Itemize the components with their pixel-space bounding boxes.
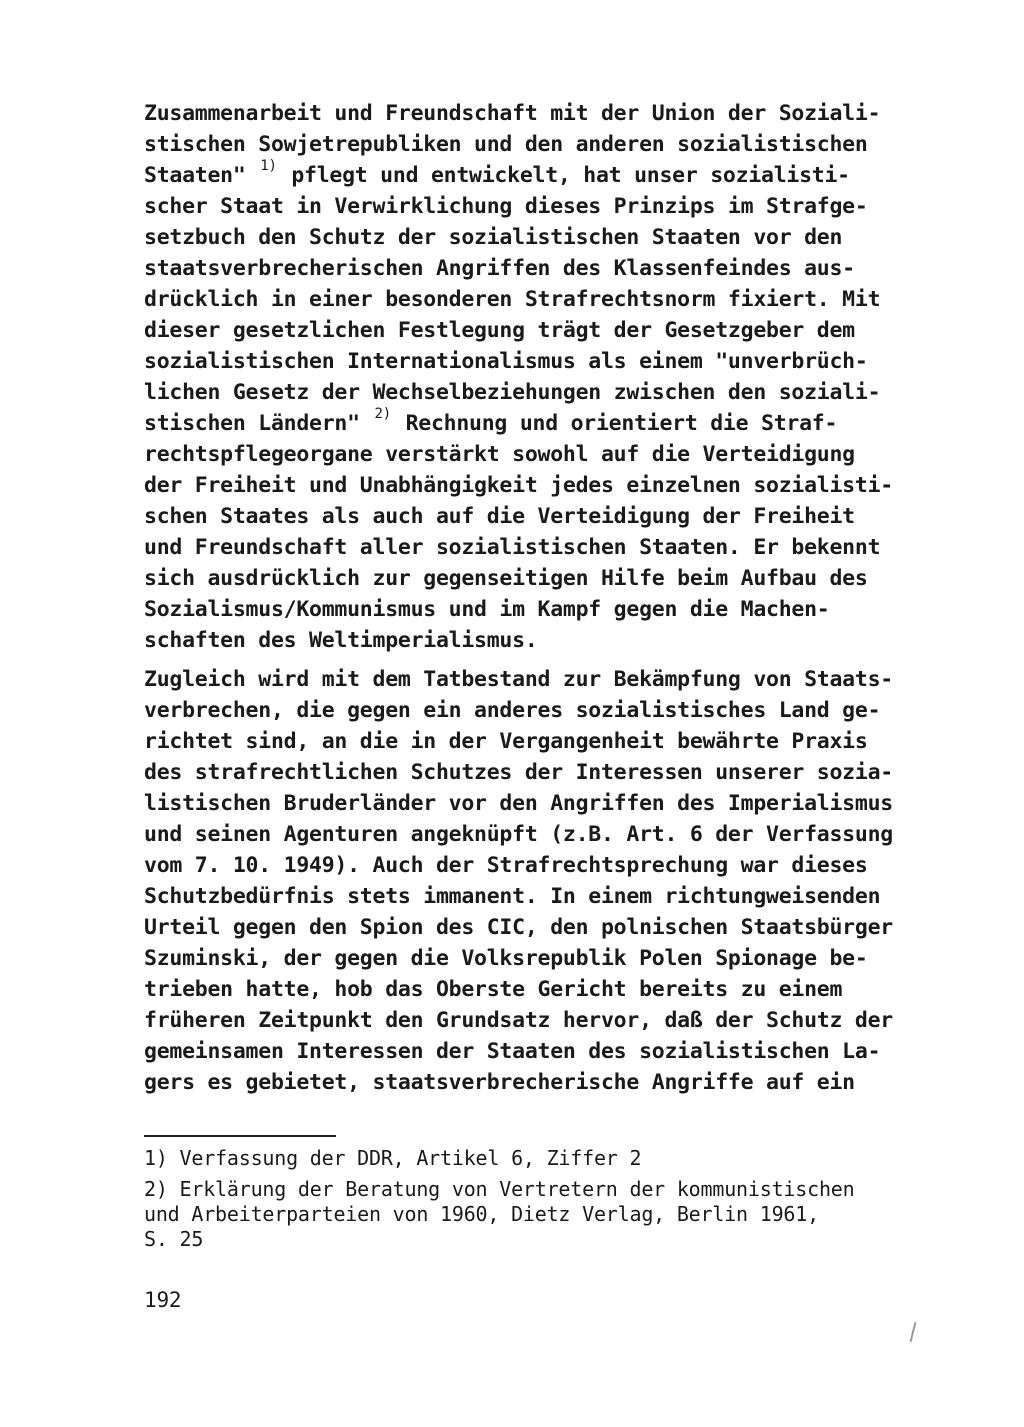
text-line: rechtspflegeorgane verstärkt sowohl auf die Verteidigung <box>144 442 855 467</box>
text-line: staatsverbrecherischen Angriffen des Klassenfeindes aus- <box>144 256 855 281</box>
text-line: stischen Ländern" $^{2)}$ Rechnung und orientiert die Straf- <box>144 406 838 436</box>
footnote-line: 1) Verfassung der DDR, Artikel 6, Ziffer 2 <box>144 1146 642 1170</box>
pencil-mark <box>910 1322 917 1342</box>
text-line: der Freiheit und Unabhängigkeit jedes einzelnen sozialisti- <box>144 473 893 498</box>
footnote-1 <box>144 1146 934 1171</box>
text-line: Szuminski, der gegen die Volksrepublik Polen Spionage be- <box>144 946 868 971</box>
footnote-line: und Arbeiterparteien von 1960, Dietz Verlag, Berlin 1961, <box>144 1202 819 1226</box>
text-line: Staaten" $^{1)}$ pflegt und entwickelt, hat unser sozialisti- <box>144 158 850 188</box>
text-line: richtet sind, an die in der Vergangenheit bewährte Praxis <box>144 729 868 754</box>
text-line: stischen Sowjetrepubliken und den anderen sozialistischen <box>144 132 868 157</box>
main-text <box>144 98 924 1106</box>
text-line: schen Staates als auch auf die Verteidigung der Freiheit <box>144 504 855 529</box>
text-line: Zugleich wird mit dem Tatbestand zur Bekämpfung von Staats- <box>144 667 893 692</box>
footnote-divider <box>144 1135 336 1137</box>
text-line: Schutzbedürfnis stets immanent. In einem richtungweisenden <box>144 884 881 909</box>
footnote-2 <box>144 1177 934 1252</box>
paragraph <box>144 98 924 656</box>
text-line: und seinen Agenturen angeknüpft (z.B. Art. 6 der Verfassung <box>144 822 893 847</box>
page-number: 192 <box>144 1288 182 1312</box>
text-line: Zusammenarbeit und Freundschaft mit der Union der Soziali- <box>144 101 881 126</box>
text-line: drücklich in einer besonderen Strafrechtsnorm fixiert. Mit <box>144 287 881 312</box>
text-line: vom 7. 10. 1949). Auch der Strafrechtsprechung war dieses <box>144 853 868 878</box>
text-line: gemeinsamen Interessen der Staaten des sozialistischen La- <box>144 1039 881 1064</box>
footnote-line: 2) Erklärung der Beratung von Vertretern der kommunistischen <box>144 1177 855 1201</box>
text-line: dieser gesetzlichen Festlegung trägt der Gesetzgeber dem <box>144 318 855 343</box>
text-line: verbrechen, die gegen ein anderes sozialistisches Land ge- <box>144 698 881 723</box>
text-line: gers es gebietet, staatsverbrecherische Angriffe auf ein <box>144 1070 855 1095</box>
footnotes <box>144 1146 934 1258</box>
text-line: sich ausdrücklich zur gegenseitigen Hilfe beim Aufbau des <box>144 566 868 591</box>
paragraph <box>144 664 924 1098</box>
text-line: trieben hatte, hob das Oberste Gericht bereits zu einem <box>144 977 843 1002</box>
text-line: Urteil gegen den Spion des CIC, den polnischen Staatsbürger <box>144 915 893 940</box>
footnote-marker: 2) <box>374 406 391 422</box>
text-line: lichen Gesetz der Wechselbeziehungen zwischen den soziali- <box>144 380 881 405</box>
text-line: setzbuch den Schutz der sozialistischen Staaten vor den <box>144 225 843 250</box>
text-line: und Freundschaft aller sozialistischen Staaten. Er bekennt <box>144 535 881 560</box>
text-line: Sozialismus/Kommunismus und im Kampf gegen die Machen- <box>144 597 830 622</box>
text-line: sozialistischen Internationalismus als einem "unverbrüch- <box>144 349 868 374</box>
footnote-marker: 1) <box>260 158 277 174</box>
footnote-line: S. 25 <box>144 1227 204 1251</box>
text-line: schaften des Weltimperialismus. <box>144 628 538 653</box>
text-line: des strafrechtlichen Schutzes der Interessen unserer sozia- <box>144 760 893 785</box>
text-line: scher Staat in Verwirklichung dieses Prinzips im Strafge- <box>144 194 868 219</box>
text-line: früheren Zeitpunkt den Grundsatz hervor, daß der Schutz der <box>144 1008 893 1033</box>
text-line: listischen Bruderländer vor den Angriffen des Imperialismus <box>144 791 893 816</box>
